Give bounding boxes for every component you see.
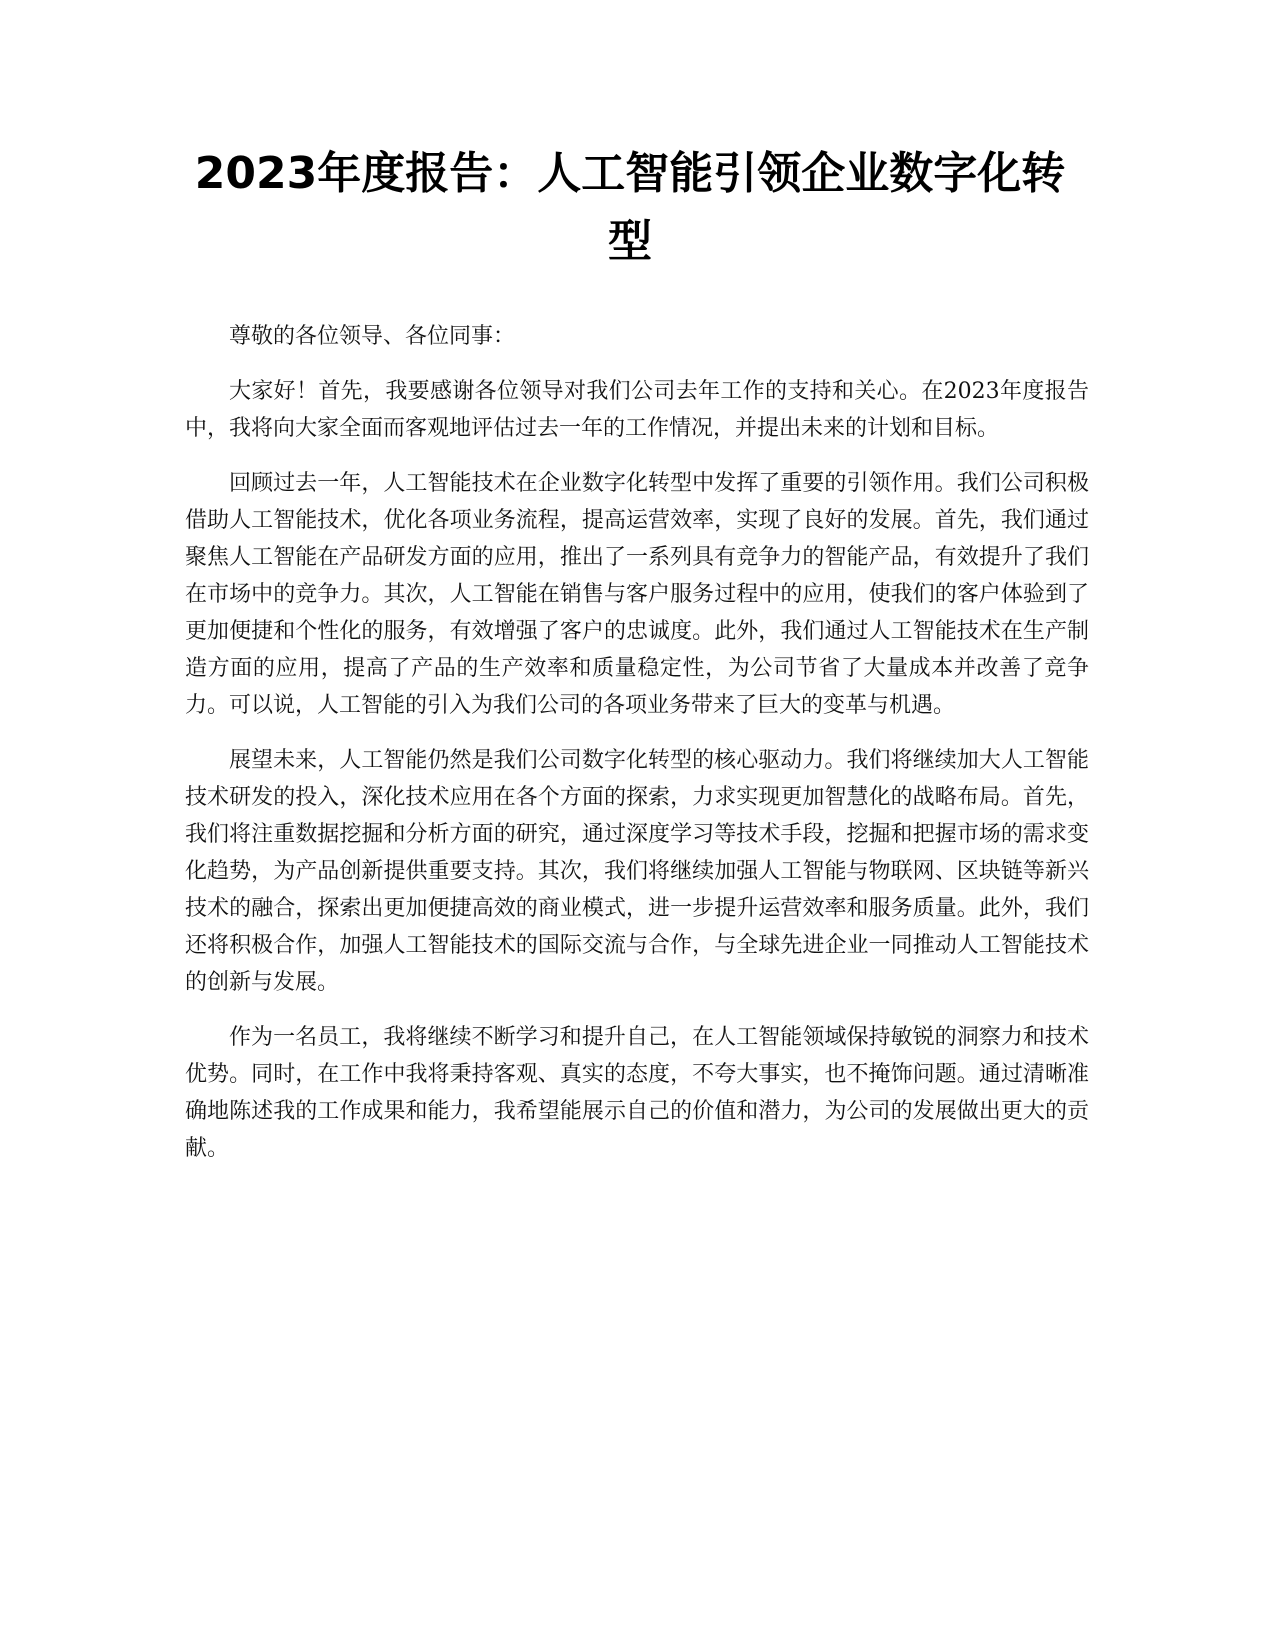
closing-paragraph: 作为一名员工，我将继续不断学习和提升自己，在人工智能领域保持敏锐的洞察力和技术优势。同时，在工作中我将秉持客观、真实的态度，不夸大事实，也不掩饰问题。通过清晰准确地陈述我的工作成果和能力，我希望能展示自己的价值和潜力，为公司的发展做出更大的贡献。	[185, 1025, 1089, 1161]
review-paragraph: 回顾过去一年，人工智能技术在企业数字化转型中发挥了重要的引领作用。我们公司积极借助人工智能技术，优化各项业务流程，提高运营效率，实现了良好的发展。首先，我们通过聚焦人工智能在产品研发方面的应用，推出了一系列具有竞争力的智能产品，有效提升了我们在市场中的竞争力。其次，人工智能在销售与客户服务过程中的应用，使我们的客户体验到了更加便捷和个性化的服务，有效增强了客户的忠诚度。此外，我们通过人工智能技术在生产制造方面的应用，提高了产品的生产效率和质量稳定性，为公司节省了大量成本并改善了竞争力。可以说，人工智能的引入为我们公司的各项业务带来了巨大的变革与机遇。	[185, 471, 1089, 718]
outlook-paragraph: 展望未来，人工智能仍然是我们公司数字化转型的核心驱动力。我们将继续加大人工智能技术研发的投入，深化技术应用在各个方面的探索，力求实现更加智慧化的战略布局。首先，我们将注重数据挖掘和分析方面的研究，通过深度学习等技术手段，挖掘和把握市场的需求变化趋势，为产品创新提供重要支持。其次，我们将继续加强人工智能与物联网、区块链等新兴技术的融合，探索出更加便捷高效的商业模式，进一步提升运营效率和服务质量。此外，我们还将积极合作，加强人工智能技术的国际交流与合作，与全球先进企业一同推动人工智能技术的创新与发展。	[185, 748, 1089, 995]
document-title: 2023年度报告：人工智能引领企业数字化转型	[194, 148, 1066, 267]
salutation-paragraph: 尊敬的各位领导、各位同事：	[229, 324, 516, 349]
document-body	[185, 318, 1089, 1185]
intro-paragraph: 大家好！首先，我要感谢各位领导对我们公司去年工作的支持和关心。在2023年度报告中，我将向大家全面而客观地评估过去一年的工作情况，并提出未来的计划和目标。	[185, 379, 1089, 441]
